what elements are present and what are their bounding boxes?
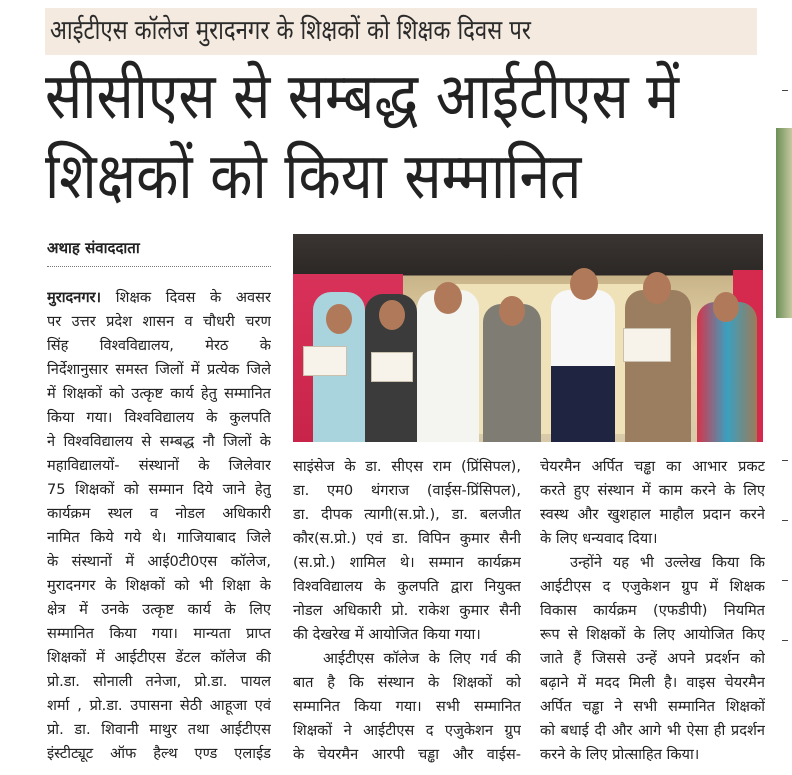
adjacent-text-fragment — [782, 90, 788, 91]
photo-person-head — [379, 300, 405, 330]
article-line: डा. दीपक त्यागी(स.प्रो.), डा. बलजीत — [293, 506, 521, 523]
adjacent-text-fragment — [782, 580, 788, 581]
article-line — [47, 286, 271, 310]
photo-person-head — [326, 304, 352, 334]
article-line: 75 शिक्षकों को सम्मान दिये जाने हेतु — [47, 481, 271, 498]
article-line: आईटीएस कॉलेज के लिए गर्व की — [323, 650, 521, 667]
article-line: किया गया। विश्वविद्यालय के कुलपति — [47, 409, 271, 426]
photo-person — [551, 290, 615, 442]
photo-person-head — [713, 292, 739, 322]
article-line: विकास कार्यक्रम (एफडीपी) नियमित — [540, 602, 765, 619]
kicker-band — [45, 8, 757, 55]
article-line: मुरादनगर के शिक्षकों को भी शिक्षा के — [47, 577, 271, 594]
article-line: सम्मानित किया गया। मान्यता प्राप्त — [47, 625, 271, 642]
photo-person-head — [643, 272, 671, 304]
article-line: सम्मानित किया गया। सभी सम्मानित — [293, 698, 521, 715]
news-photo — [293, 234, 763, 442]
article-column-2 — [293, 455, 521, 767]
article-line: शिक्षकों ने आईटीएस द एजुकेशन ग्रुप — [293, 722, 521, 739]
article-line: अर्पित चड्ढा ने सभी सम्मानित शिक्षकों — [540, 698, 765, 715]
article-line: साइंसेज के डा. सीएस राम (प्रिंसिपल), — [293, 458, 521, 475]
article-line: उन्होंने यह भी उल्लेख किया कि — [570, 554, 765, 571]
article-line: को बधाई दी और आगे भी ऐसा ही प्रदर्शन — [540, 722, 765, 739]
article-line: चेयरमैन अर्पित चड्ढा का आभार प्रकट — [540, 458, 765, 475]
dateline: मुरादनगर। — [47, 289, 102, 306]
photo-person-head — [570, 268, 598, 300]
article-line: में शिक्षकों को उत्कृष्ट कार्य हेतु सम्मानित — [47, 385, 271, 402]
photo-person-head — [434, 282, 462, 314]
photo-person-head — [499, 296, 525, 326]
article-line: निर्देशानुसार समस्त जिलों में प्रत्येक जिले — [47, 361, 271, 378]
adjacent-text-fragment — [782, 520, 788, 521]
photo-certificate — [303, 346, 347, 376]
article-line: की देखरेख में आयोजित किया गया। — [293, 626, 481, 643]
article-line: क्षेत्र में उनके उत्कृष्ट कार्य के लिए — [47, 601, 271, 618]
article-line: के लिए धन्यवाद दिया। — [540, 530, 658, 547]
article-line: पर उत्तर प्रदेश शासन व चौधरी चरण — [47, 313, 271, 330]
adjacent-text-fragment — [782, 640, 788, 641]
article-line: स्वस्थ और खुशहाल माहौल प्रदान करने — [540, 506, 765, 523]
article-line: महाविद्यालयों- संस्थानों के जिलेवार — [47, 457, 271, 474]
photo-person — [697, 302, 757, 442]
byline-divider — [47, 266, 271, 267]
article-line: शिक्षकों में आईटीएस डेंटल कॉलेज की — [47, 649, 271, 666]
article-line: बात है कि संस्थान के शिक्षकों को — [293, 674, 521, 691]
article-line: करने के लिए प्रोत्साहित किया। — [540, 746, 700, 763]
photo-certificate — [371, 352, 413, 382]
article-line-text: शिक्षक दिवस के अवसर — [101, 289, 271, 306]
article-line: नोडल अधिकारी प्रो. राकेश कुमार सैनी — [293, 602, 521, 619]
article-line: डा. एम0 थंगराज (वाईस-प्रिंसिपल), — [293, 482, 521, 499]
article-line: आईटीएस द एजुकेशन ग्रुप में शिक्षक — [540, 578, 765, 595]
article-line: के चेयरमैन आरपी चड्ढा और वाईस- — [293, 746, 521, 763]
article-line: सिंह विश्वविद्यालय, मेरठ के — [47, 337, 271, 354]
photo-certificate — [623, 328, 671, 362]
article-column-1 — [47, 286, 271, 766]
kicker-text: आईटीएस कॉलेज मुरादनगर के शिक्षकों को शिक्षक दिवस पर — [50, 15, 531, 46]
article-line: बढ़ाने में मदद मिली है। वाइस चेयरमैन — [540, 674, 765, 691]
article-line: करते हुए संस्थान में काम करने के लिए — [540, 482, 765, 499]
adjacent-article-photo-edge — [776, 128, 792, 318]
article-line: नामित किये गये थे। गाजियाबाद जिले — [47, 529, 271, 546]
article-line: शर्मा , प्रो.डा. उपासना सेठी आहूजा एवं — [47, 697, 271, 714]
headline-line-1: सीसीएस से सम्बद्ध आईटीएस में — [45, 60, 680, 134]
article-line: इंस्टीट्यूट ऑफ हैल्थ एण्ड एलाईड — [47, 745, 271, 762]
article-line: के संस्थानों में आई0टी0एस कॉलेज, — [47, 553, 271, 570]
article-line: कार्यक्रम स्थल व नोडल अधिकारी — [47, 505, 271, 522]
article-line: जाते हैं जिससे उन्हें अपने प्रदर्शन को — [540, 650, 765, 667]
article-line: (स.प्रो.) शामिल थे। सम्मान कार्यक्रम — [293, 554, 521, 571]
article-line: ने विश्वविद्यालय से सम्बद्ध नौ जिलों के — [47, 433, 271, 450]
headline-line-2: शिक्षकों को किया सम्मानित — [45, 140, 582, 214]
article-line: विश्वविद्यालय के कुलपति द्वारा नियुक्त — [293, 578, 521, 595]
adjacent-text-fragment — [782, 460, 788, 461]
article-line: कौर(स.प्रो.) एवं डा. विपिन कुमार सैनी — [293, 530, 521, 547]
article-line: प्रो. डा. शिवानी माथुर तथा आईटीएस — [47, 721, 271, 738]
article-column-3 — [540, 455, 765, 767]
article-line: रूप से शिक्षकों के लिए आयोजित किए — [540, 626, 765, 643]
byline: अथाह संवाददाता — [47, 239, 140, 257]
photo-person — [625, 290, 691, 442]
article-line: प्रो.डा. सोनाली तनेजा, प्रो.डा. पायल — [47, 673, 271, 690]
